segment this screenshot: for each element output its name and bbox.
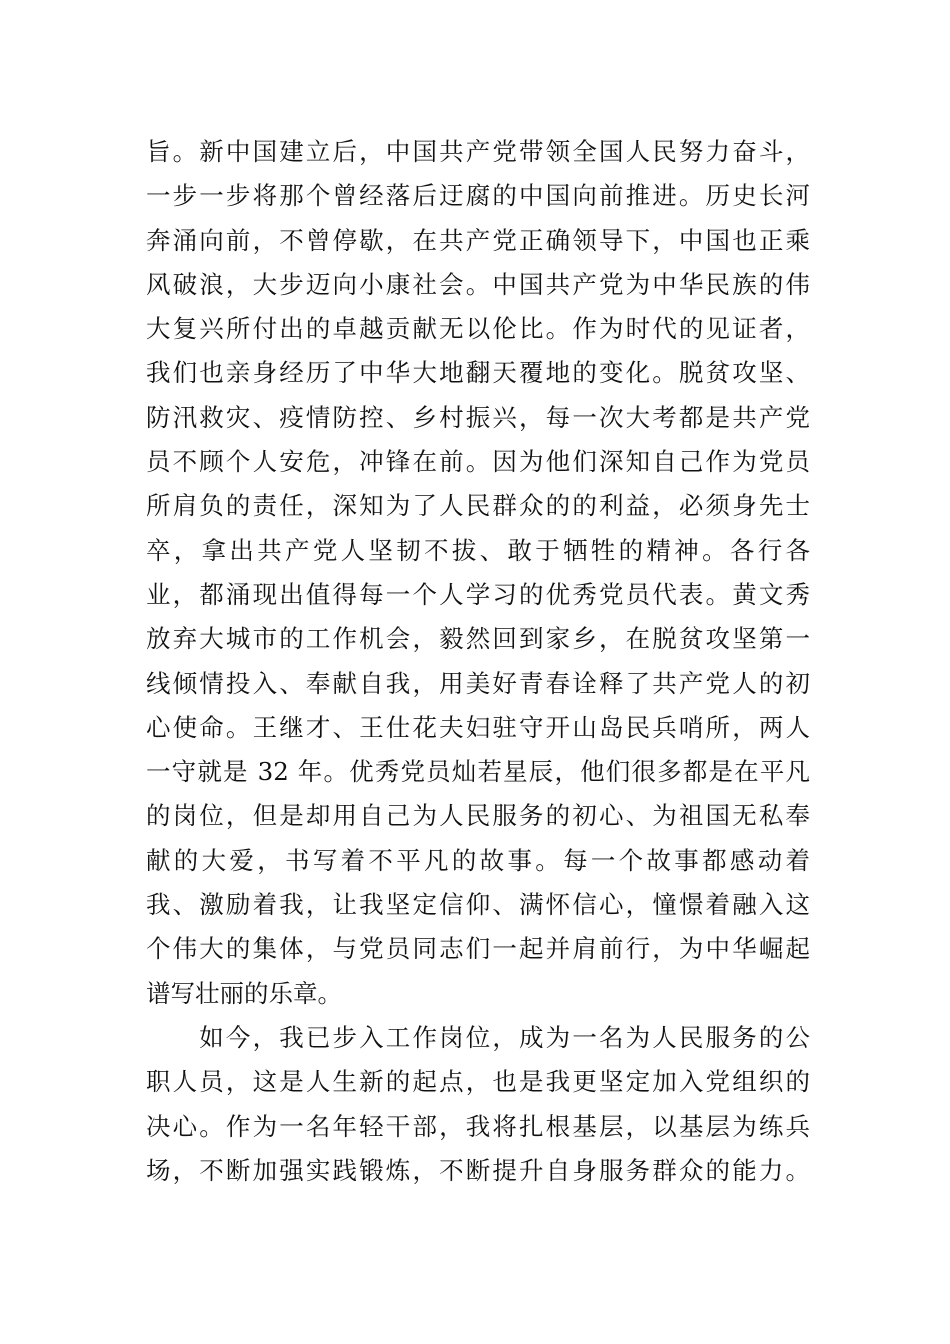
text-line: 大复兴所付出的卓越贡献无以伦比。作为时代的见证者，: [146, 314, 810, 344]
text-line: 防汛救灾、疫情防控、乡村振兴，每一次大考都是共产党: [146, 402, 810, 432]
text-line: 如今，我已步入工作岗位，成为一名为人民服务的公: [146, 1022, 810, 1052]
text-line: 旨。新中国建立后，中国共产党带领全国人民努力奋斗，: [146, 137, 810, 166]
text-line: 心使命。王继才、王仕花夫妇驻守开山岛民兵哨所，两人: [146, 712, 810, 742]
text-line: 个伟大的集体，与党员同志们一起并肩前行，为中华崛起: [146, 934, 810, 964]
text-line: 所肩负的责任，深知为了人民群众的的利益，必须身先士: [146, 491, 810, 521]
document-body: [146, 130, 810, 1193]
text-line: 员不顾个人安危，冲锋在前。因为他们深知自己作为党员: [146, 447, 810, 477]
text-line: 一步一步将那个曾经落后迂腐的中国向前推进。历史长河: [146, 181, 810, 211]
text-line: 业，都涌现出值得每一个人学习的优秀党员代表。黄文秀: [146, 579, 810, 609]
text-line: 奔涌向前，不曾停歇，在共产党正确领导下，中国也正乘: [146, 225, 810, 255]
text-line: 的岗位，但是却用自己为人民服务的初心、为祖国无私奉: [146, 801, 810, 831]
text-line: 决心。作为一名年轻干部，我将扎根基层，以基层为练兵: [146, 1111, 810, 1141]
text-line: 场，不断加强实践锻炼，不断提升自身服务群众的能力。: [146, 1155, 810, 1185]
text-line: 职人员，这是人生新的起点，也是我更坚定加入党组织的: [146, 1067, 810, 1097]
text-line: 线倾情投入、奉献自我，用美好青春诠释了共产党人的初: [146, 668, 810, 698]
text-line: 献的大爱，书写着不平凡的故事。每一个故事都感动着: [146, 845, 810, 875]
text-line: 卒，拿出共产党人坚韧不拔、敢于牺牲的精神。各行各: [146, 535, 810, 565]
text-line: 我们也亲身经历了中华大地翻天覆地的变化。脱贫攻坚、: [146, 358, 810, 388]
text-line: 我、激励着我，让我坚定信仰、满怀信心，憧憬着融入这: [146, 890, 810, 920]
text-line: 一守就是 32 年。优秀党员灿若星辰，他们很多都是在平凡: [146, 757, 810, 787]
text-line: 放弃大城市的工作机会，毅然回到家乡，在脱贫攻坚第一: [146, 624, 810, 654]
text-line: 谱写壮丽的乐章。: [146, 978, 342, 1008]
text-line: 风破浪，大步迈向小康社会。中国共产党为中华民族的伟: [146, 269, 810, 299]
